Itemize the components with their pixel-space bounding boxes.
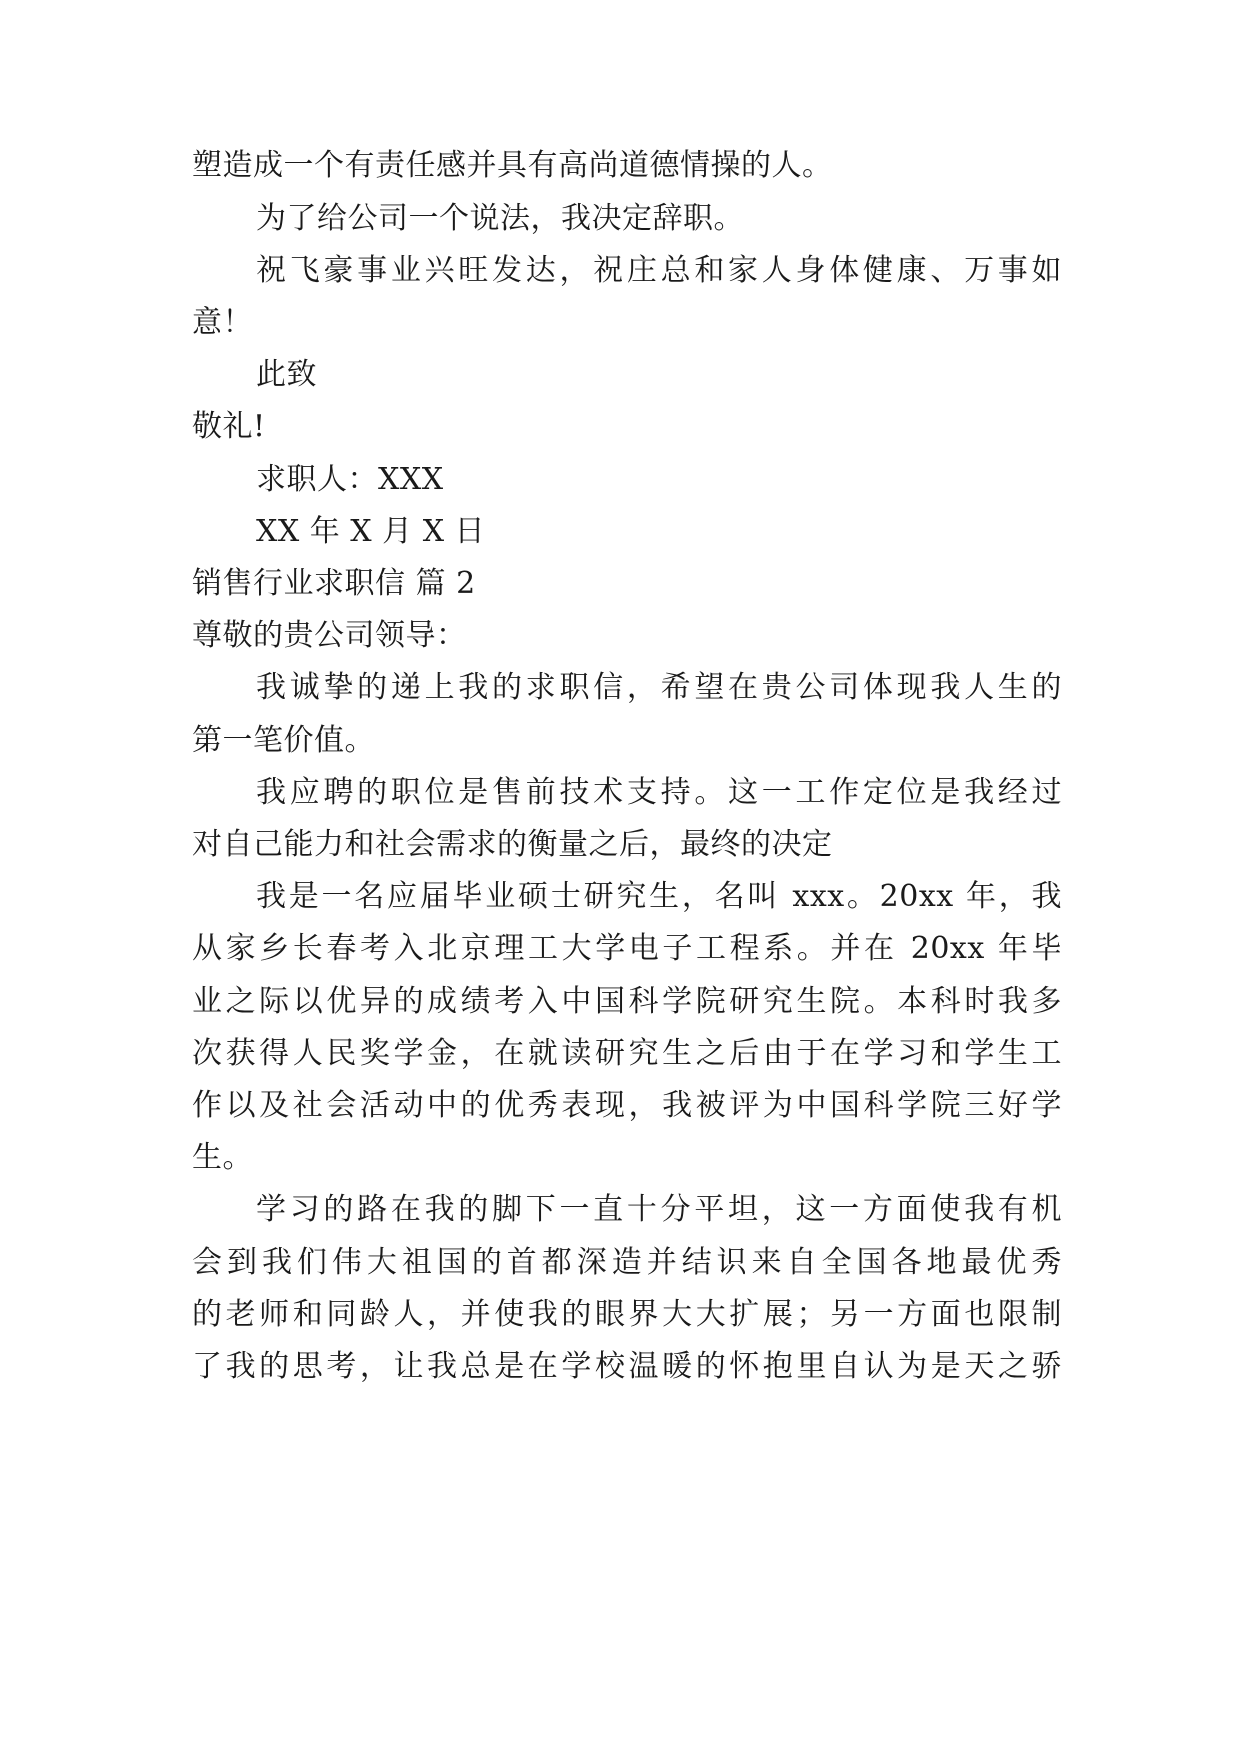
salutation-respect: 敬礼! — [192, 409, 266, 444]
text-line: 作以及社会活动中的优秀表现，我被评为中国科学院三好学 — [192, 1088, 1062, 1123]
text-line: 意！ — [192, 305, 253, 340]
text-line: 塑造成一个有责任感并具有高尚道德情操的人。 — [192, 148, 833, 183]
section-title: 销售行业求职信 篇 2 — [192, 566, 476, 601]
text-line: 的老师和同龄人，并使我的眼界大大扩展；另一方面也限制 — [192, 1297, 1062, 1332]
text-line: 我应聘的职位是售前技术支持。这一工作定位是我经过 — [256, 775, 1062, 810]
text-line: 生。 — [192, 1140, 253, 1175]
text-line: 第一笔价值。 — [192, 723, 375, 758]
text-line: 我是一名应届毕业硕士研究生，名叫 xxx。20xx 年，我 — [256, 879, 1062, 914]
text-line: 学习的路在我的脚下一直十分平坦，这一方面使我有机 — [256, 1192, 1062, 1227]
text-line: 了我的思考，让我总是在学校温暖的怀抱里自认为是天之骄 — [192, 1349, 1062, 1384]
text-line: 会到我们伟大祖国的首都深造并结识来自全国各地最优秀 — [192, 1245, 1062, 1280]
text-line: 我诚挚的递上我的求职信，希望在贵公司体现我人生的 — [256, 670, 1062, 705]
text-line: 对自己能力和社会需求的衡量之后，最终的决定 — [192, 827, 833, 862]
text-line: 业之际以优异的成绩考入中国科学院研究生院。本科时我多 — [192, 984, 1062, 1019]
text-line: 从家乡长春考入北京理工大学电子工程系。并在 20xx 年毕 — [192, 931, 1062, 966]
salutation-closing: 此致 — [256, 357, 317, 392]
text-line: 祝飞豪事业兴旺发达，祝庄总和家人身体健康、万事如 — [256, 253, 1062, 288]
text-line: 为了给公司一个说法，我决定辞职。 — [256, 201, 744, 236]
letter-greeting: 尊敬的贵公司领导： — [192, 618, 467, 653]
signature-date: XX 年 X 月 X 日 — [256, 514, 486, 549]
signature-name: 求职人：XXX — [256, 462, 444, 497]
text-line: 次获得人民奖学金，在就读研究生之后由于在学习和学生工 — [192, 1036, 1062, 1071]
